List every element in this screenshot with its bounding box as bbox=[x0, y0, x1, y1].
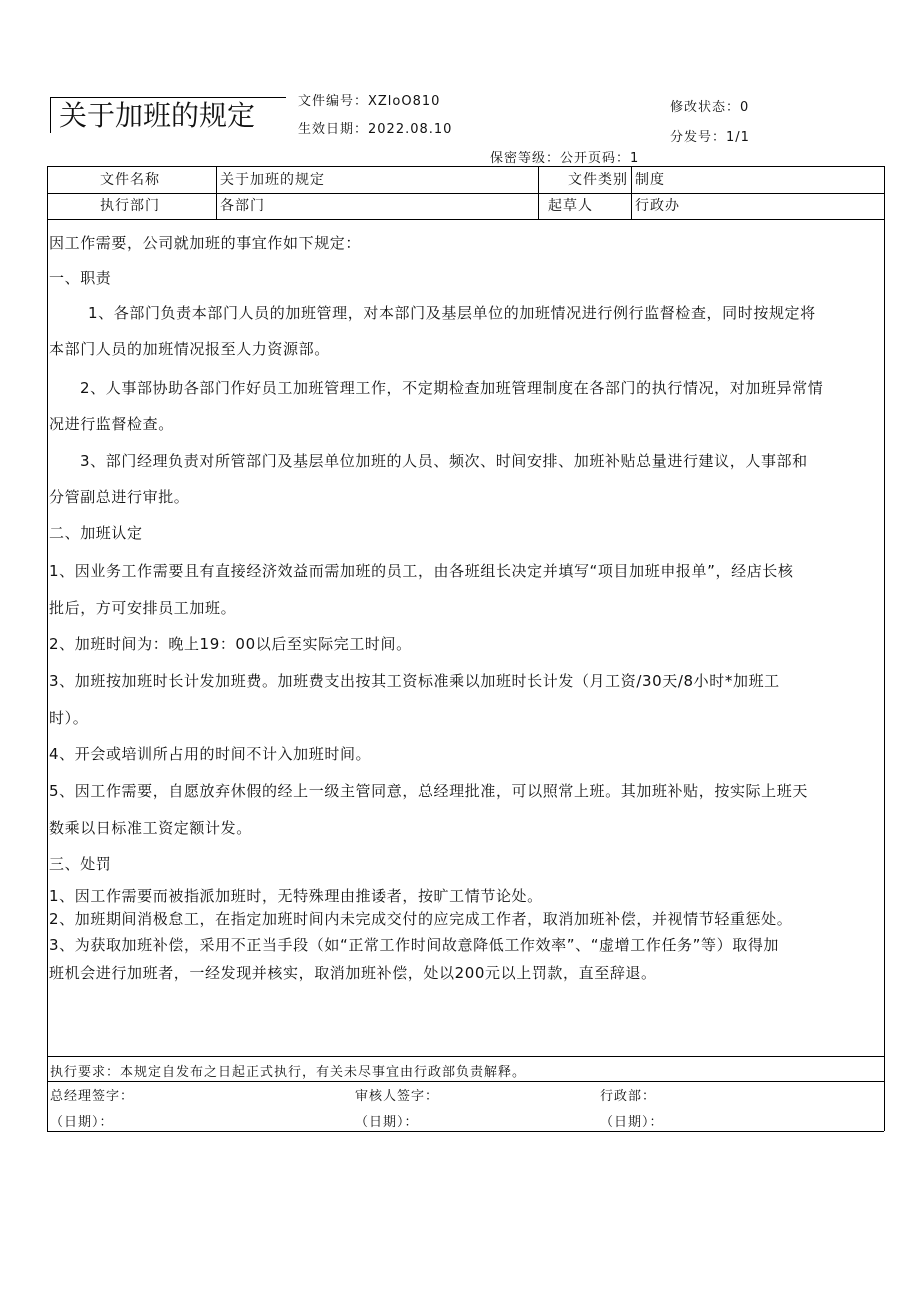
paragraph-line: 3、部门经理负责对所管部门及基层单位加班的人员、频次、时间安排、加班补贴总量进行建议，人事部和 bbox=[80, 452, 808, 470]
revision-status: 修改状态：0 bbox=[670, 100, 750, 115]
paragraph-line: 况进行监督检查。 bbox=[49, 415, 174, 433]
effective-date: 生效日期：2022.08.10 bbox=[298, 122, 453, 137]
distribution-number: 分发号：1/1 bbox=[670, 130, 750, 145]
paragraph-line: 4、开会或培训所占用的时间不计入加班时间。 bbox=[49, 745, 372, 763]
admin-dept-label: 行政部： bbox=[600, 1089, 657, 1104]
value-drafter: 行政办 bbox=[635, 198, 680, 214]
section-heading: 一、职责 bbox=[49, 269, 112, 287]
paragraph-line: 2、人事部协助各部门作好员工加班管理工作，不定期检查加班管理制度在各部门的执行情况，对加班异常情 bbox=[80, 379, 824, 397]
value-exec-dept: 各部门 bbox=[220, 198, 265, 214]
value-doc-category: 制度 bbox=[635, 172, 665, 188]
paragraph-line: 分管副总进行审批。 bbox=[49, 488, 190, 506]
date-label: （日期）： bbox=[600, 1115, 664, 1130]
gm-signature-label: 总经理签字： bbox=[50, 1089, 135, 1104]
paragraph-line: 2、加班时间为：晚上19：00以后至实际完工时间。 bbox=[49, 635, 412, 653]
paragraph-line: 数乘以日标准工资定额计发。 bbox=[49, 819, 252, 837]
label-drafter: 起草人 bbox=[548, 198, 593, 214]
paragraph-line: 5、因工作需要，自愿放弃休假的经上一级主管同意，总经理批准，可以照常上班。其加班补贴，按实际上班天 bbox=[49, 782, 808, 800]
value-doc-name: 关于加班的规定 bbox=[220, 172, 325, 188]
paragraph-line: 批后，方可安排员工加班。 bbox=[49, 599, 237, 617]
paragraph-line: 3、加班按加班时长计发加班费。加班费支出按其工资标准乘以加班时长计发（月工资/30天/8小时*加班工 bbox=[49, 672, 780, 690]
date-label: （日期）： bbox=[355, 1115, 419, 1130]
date-label: （日期）： bbox=[50, 1115, 114, 1130]
reviewer-signature-label: 审核人签字： bbox=[355, 1089, 440, 1104]
section-heading: 二、加班认定 bbox=[49, 524, 143, 542]
paragraph-line: 1、因工作需要而被指派加班时，无特殊理由推诿者，按旷工情节论处。 bbox=[49, 887, 543, 905]
section-heading: 三、处罚 bbox=[49, 855, 112, 873]
paragraph-line: 本部门人员的加班情况报至人力资源部。 bbox=[49, 340, 330, 358]
label-exec-dept: 执行部门 bbox=[100, 198, 160, 214]
page-title: 关于加班的规定 bbox=[50, 97, 286, 133]
doc-number: 文件编号：XZloO810 bbox=[298, 94, 441, 109]
paragraph-line: 2、加班期间消极怠工，在指定加班时间内未完成交付的应完成工作者，取消加班补偿，并视情节轻重惩处。 bbox=[49, 910, 793, 928]
execution-requirement: 执行要求：本规定自发布之日起正式执行，有关未尽事宜由行政部负责解释。 bbox=[50, 1065, 527, 1080]
paragraph-line: 3、为获取加班补偿，采用不正当手段（如“正常工作时间故意降低工作效率”、“虚增工作任务”等）取得加 bbox=[49, 936, 780, 954]
paragraph-line: 班机会进行加班者，一经发现并核实，取消加班补偿，处以200元以上罚款，直至辞退。 bbox=[49, 964, 657, 982]
intro-text: 因工作需要，公司就加班的事宜作如下规定： bbox=[49, 234, 362, 252]
paragraph-line: 时）。 bbox=[49, 709, 89, 727]
paragraph-line: 1、因业务工作需要且有直接经济效益而需加班的员工，由各班组长决定并填写“项目加班申报单”，经店长核 bbox=[49, 562, 794, 580]
security-page-info: 保密等级：公开页码：1 bbox=[490, 151, 640, 166]
label-doc-name: 文件名称 bbox=[100, 172, 160, 188]
label-doc-category: 文件类别 bbox=[568, 172, 628, 188]
paragraph-line: 1、各部门负责本部门人员的加班管理，对本部门及基层单位的加班情况进行例行监督检查，同时按规定将 bbox=[88, 304, 816, 322]
